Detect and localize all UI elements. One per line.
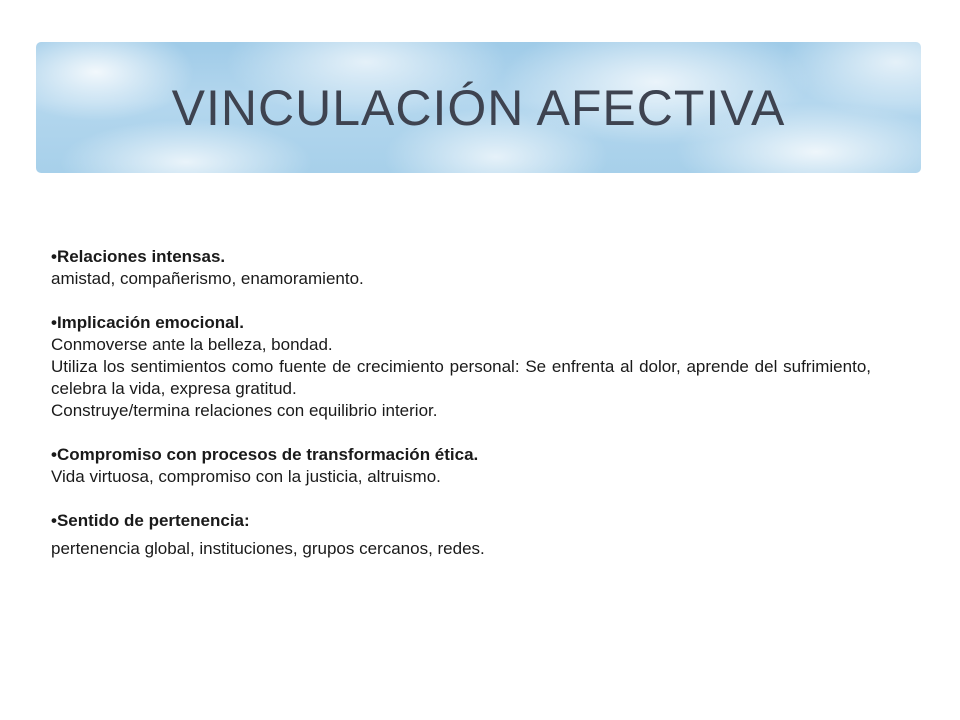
- section-heading-compromiso: •Compromiso con procesos de transformación ética.: [51, 445, 479, 464]
- spacer: [51, 488, 871, 510]
- slide-title: VINCULACIÓN AFECTIVA: [171, 80, 786, 136]
- section-heading-pertenencia: •Sentido de pertenencia:: [51, 511, 250, 530]
- section-heading-relaciones: •Relaciones intensas.: [51, 247, 226, 266]
- section-line: pertenencia global, instituciones, grupos cercanos, redes.: [51, 539, 485, 558]
- section-line: Vida virtuosa, compromiso con la justicia, altruismo.: [51, 467, 441, 486]
- spacer: [51, 422, 871, 444]
- section-line: Conmoverse ante la belleza, bondad.: [51, 335, 333, 354]
- section-line: Utiliza los sentimientos como fuente de crecimiento personal: Se enfrenta al dolor, aprende del sufrimiento, celebra la vida, expresa gratitud.: [51, 357, 871, 398]
- section-line: Construye/termina relaciones con equilibrio interior.: [51, 401, 438, 420]
- section-line: amistad, compañerismo, enamoramiento.: [51, 269, 364, 288]
- title-banner: [36, 42, 921, 173]
- spacer: [51, 290, 871, 312]
- slide-body: [51, 246, 871, 562]
- section-heading-implicacion: •Implicación emocional.: [51, 313, 245, 332]
